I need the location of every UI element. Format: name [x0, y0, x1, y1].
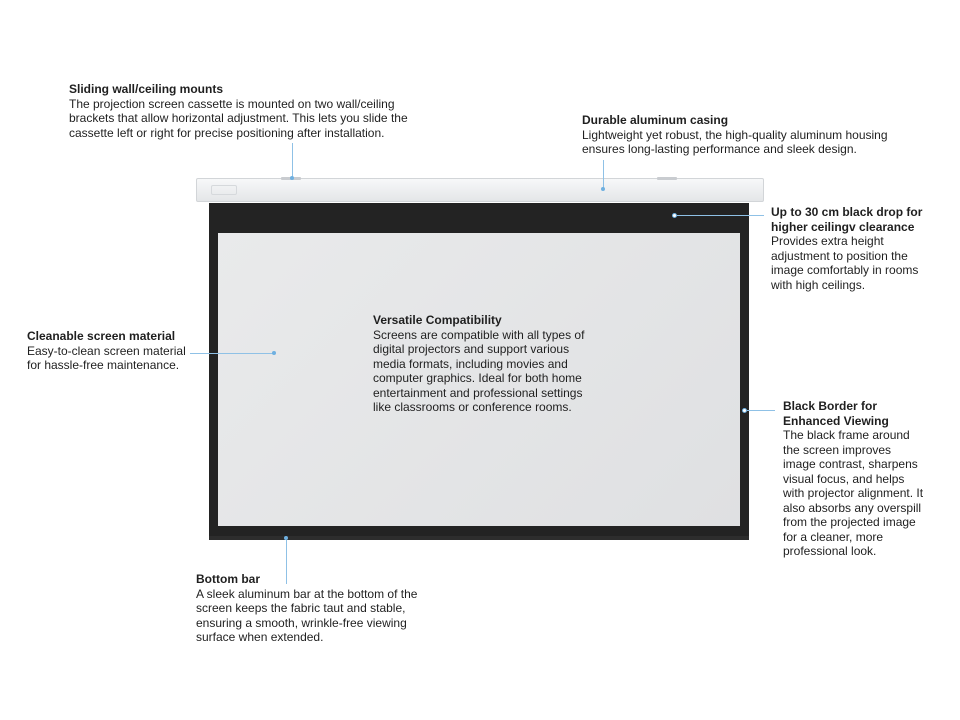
callout-black-border [783, 399, 923, 559]
callout-description: Lightweight yet robust, the high-quality aluminum housing ensures long-lasting performance and sleek design. [582, 127, 888, 156]
callout-description: The projection screen cassette is mounted on two wall/ceiling brackets that allow horizontal adjustment. This lets you slide the cassette left or right for precise positioning after installation. [69, 96, 408, 140]
leader-line-material [190, 353, 274, 354]
callout-title: Black Border for Enhanced Viewing [783, 399, 889, 428]
callout-bottom-bar [196, 572, 417, 645]
callout-description: The black frame around the screen improves image contrast, sharpens visual focus, and helps with projector alignment. It also absorbs any overspill from the projected image for a cleaner, more professional look. [783, 428, 924, 558]
callout-description: Easy-to-clean screen material for hassle-free maintenance. [27, 343, 186, 372]
callout-cleanable-material [27, 329, 186, 373]
bottom-bar [209, 536, 749, 540]
mount-bracket-right [657, 177, 677, 180]
callout-title: Cleanable screen material [27, 329, 176, 343]
leader-line-drop [676, 215, 764, 216]
leader-line-border [747, 410, 775, 411]
callout-description: Provides extra height adjustment to position the image comfortably in rooms with high ceilings. [771, 234, 919, 292]
callout-sliding-mounts [69, 82, 408, 140]
casing-end-slot [211, 185, 237, 195]
callout-versatile-compatibility [373, 313, 584, 415]
callout-black-drop [771, 205, 922, 292]
callout-aluminum-casing [582, 113, 888, 157]
leader-dot-casing [601, 187, 605, 191]
leader-line-mounts [292, 143, 293, 179]
leader-dot-mounts [290, 176, 294, 180]
callout-description: Screens are compatible with all types of digital projectors and support various media formats, including movies and computer graphics. Ideal for both home entertainment and professional settings like classrooms or conference rooms. [373, 327, 585, 414]
callout-title: Bottom bar [196, 572, 260, 586]
leader-dot-bottom-bar [284, 536, 288, 540]
callout-title: Up to 30 cm black drop for higher ceilingv clearance [771, 205, 923, 234]
leader-dot-material [272, 351, 276, 355]
callout-title: Durable aluminum casing [582, 113, 729, 127]
leader-dot-border [742, 408, 747, 413]
aluminum-casing [196, 178, 764, 202]
callout-description: A sleek aluminum bar at the bottom of the screen keeps the fabric taut and stable, ensuring a smooth, wrinkle-free viewing surface when extended. [196, 586, 418, 644]
leader-dot-drop [672, 213, 677, 218]
callout-title: Sliding wall/ceiling mounts [69, 82, 224, 96]
callout-title: Versatile Compatibility [373, 313, 502, 327]
leader-line-casing [603, 160, 604, 188]
